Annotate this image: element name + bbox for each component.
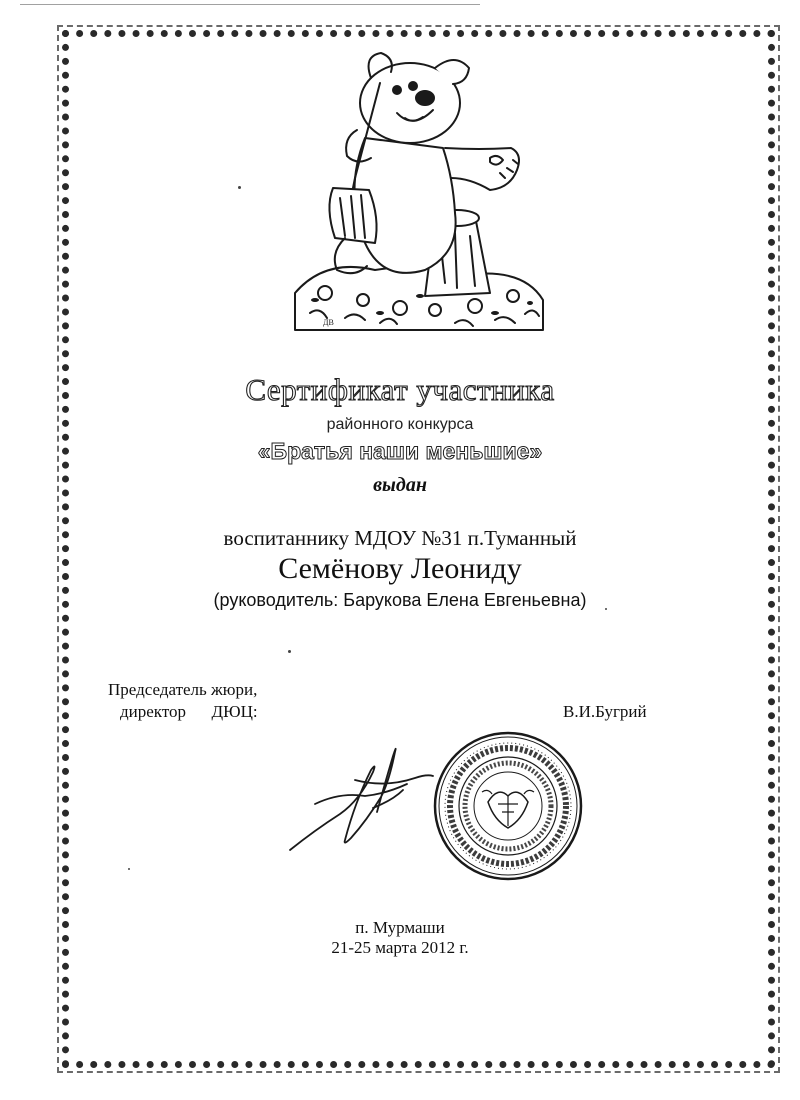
- handwritten-signature: [285, 742, 435, 854]
- scan-speck: [128, 868, 130, 870]
- recipient-name: Семёнову Леониду: [278, 552, 522, 585]
- scan-speck: [238, 186, 241, 189]
- issued-label: выдан: [373, 474, 427, 496]
- jury-director-label: директор ДЮЦ:: [120, 702, 258, 721]
- footer-date: 21-25 марта 2012 г.: [331, 938, 469, 957]
- svg-text:ДВ: ДВ: [323, 318, 334, 327]
- official-seal-stamp: [432, 730, 584, 882]
- certificate-subtitle: районного конкурса: [326, 416, 474, 433]
- scan-speck: [605, 608, 607, 610]
- bear-illustration: [285, 38, 550, 338]
- footer-place: п. Мурмаши: [355, 918, 445, 937]
- certificate-title: Сертификат участника: [245, 372, 555, 407]
- jury-chair-label: Председатель жюри,: [108, 680, 258, 699]
- supervisor-line: (руководитель: Барукова Елена Евгеньевна): [213, 590, 587, 610]
- contest-name: «Братья наши меньшие»: [257, 438, 543, 464]
- recipient-institution: воспитаннику МДОУ №31 п.Туманный: [223, 526, 577, 550]
- scan-edge-line: [20, 4, 480, 5]
- scan-speck: [288, 650, 291, 653]
- signer-name: В.И.Бугрий: [563, 702, 647, 721]
